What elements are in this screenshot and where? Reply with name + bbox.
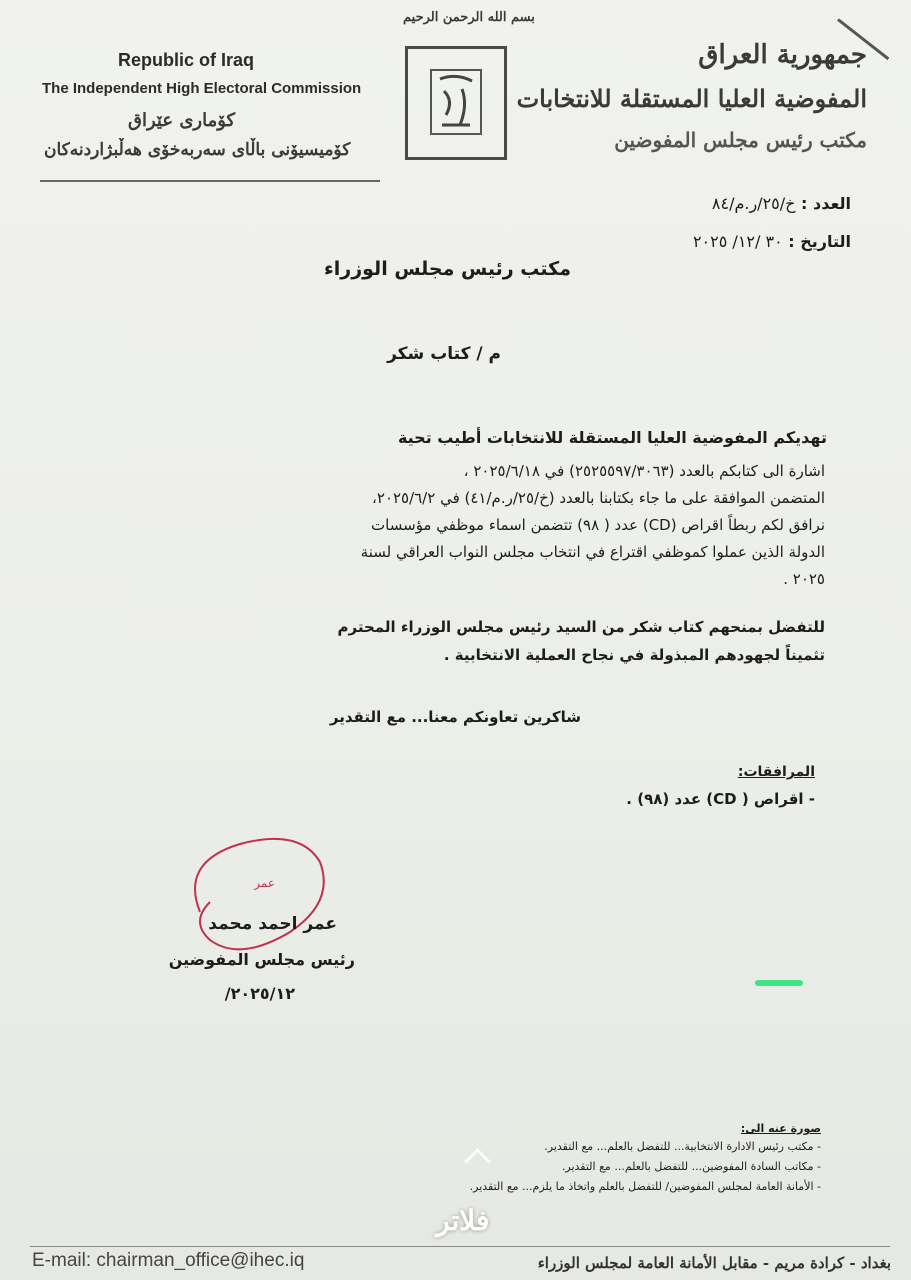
paragraph-line: الدولة الذين عملوا كموظفي اقتراع في انتخاب مجلس النواب العراقي لسنة [360,543,825,561]
signatory-title: رئيس مجلس المفوضين [168,950,355,969]
header-office-ar: مكتب رئيس مجلس المفوضين [614,128,867,152]
footer-address: بغداد - كرادة مريم - مقابل الأمانة العامة لمجلس الوزراء [537,1254,891,1272]
copies-label: صورة عنه الى: [740,1122,821,1135]
basmala: بسم الله الرحمن الرحيم [403,10,535,25]
paragraph-line: اشارة الى كتابكم بالعدد (٢٥٢٥٥٩٧/٣٠٦٣) في ٢٠٢٥/٦/١٨ ، [463,462,825,480]
ref-date-label: التاريخ : [788,232,851,251]
attachments-label: المرافقات: [737,764,815,780]
footer-email: E-mail: chairman_office@ihec.iq [32,1250,305,1271]
header-commission-ar: المفوضية العليا المستقلة للانتخابات [516,84,867,113]
signature-initials: عمر [254,876,275,890]
watermark-text: فلاتر [436,1204,490,1237]
ref-date [693,232,851,251]
paragraph-line: المتضمن الموافقة على ما جاء بكتابنا بالعدد (خ/٢٥/ر.م/٤١) في ٢٠٢٥/٦/٢، [372,489,825,507]
ref-number-label: العدد : [801,194,851,213]
copies-item: - الأمانة العامة لمجلس المفوضين/ للتفضل بالعلم واتخاذ ما يلزم... مع التقدير. [469,1180,821,1193]
request-line: للتفضل بمنحهم كتاب شكر من السيد رئيس مجلس الوزراء المحترم [337,618,825,636]
header-republic: Republic of Iraq [118,50,255,70]
signature-date: ٢٠٢٥/١٢/ [224,984,295,1003]
closing: شاكرين تعاونكم معنا... مع التقدير [329,708,581,726]
greeting: تهديكم المفوضية العليا المستقلة للانتخابات أطيب تحية [397,428,827,447]
paragraph-line: ٢٠٢٥ . [783,570,825,588]
highlight-mark [755,980,803,986]
header-commission: The Independent High Electoral Commission [42,80,362,97]
ref-date-value: ٣٠ /١٢/ ٢٠٢٥ [692,232,783,251]
attachments-item: - اقراص ( CD) عدد (٩٨) . [626,790,815,808]
copies-item: - مكتب رئيس الادارة الانتخابية... للتفضل بالعلم... مع التقدير. [544,1140,821,1153]
subject: م / كتاب شكر [387,344,501,364]
ihec-logo [405,46,507,160]
copies-item: - مكاتب السادة المفوضين... للتفضل بالعلم... مع التقدير. [561,1160,821,1173]
request-line: تثميناً لجهودهم المبذولة في نجاح العملية الانتخابية . [443,646,825,664]
footer-divider [30,1246,890,1247]
header-divider [40,180,380,182]
header-kurdish-commission: کۆمیسیۆنی باڵای سەربەخۆی هەڵبژاردنەکان [44,140,351,160]
header-republic-ar: جمهورية العراق [698,40,867,70]
header-kurdish-republic: کۆماری عێراق [128,110,236,131]
ref-number-value: خ/٢٥/ر.م/٨٤ [711,194,796,213]
addressee: مكتب رئيس مجلس الوزراء [324,258,571,280]
paragraph-line: نرافق لكم ربطاً اقراص (CD) عدد ( ٩٨) تتضمن اسماء موظفي مؤسسات [371,516,825,534]
signatory-name: عمر احمد محمد [208,914,337,934]
watermark-icon [464,1148,491,1175]
ref-number [712,194,851,213]
